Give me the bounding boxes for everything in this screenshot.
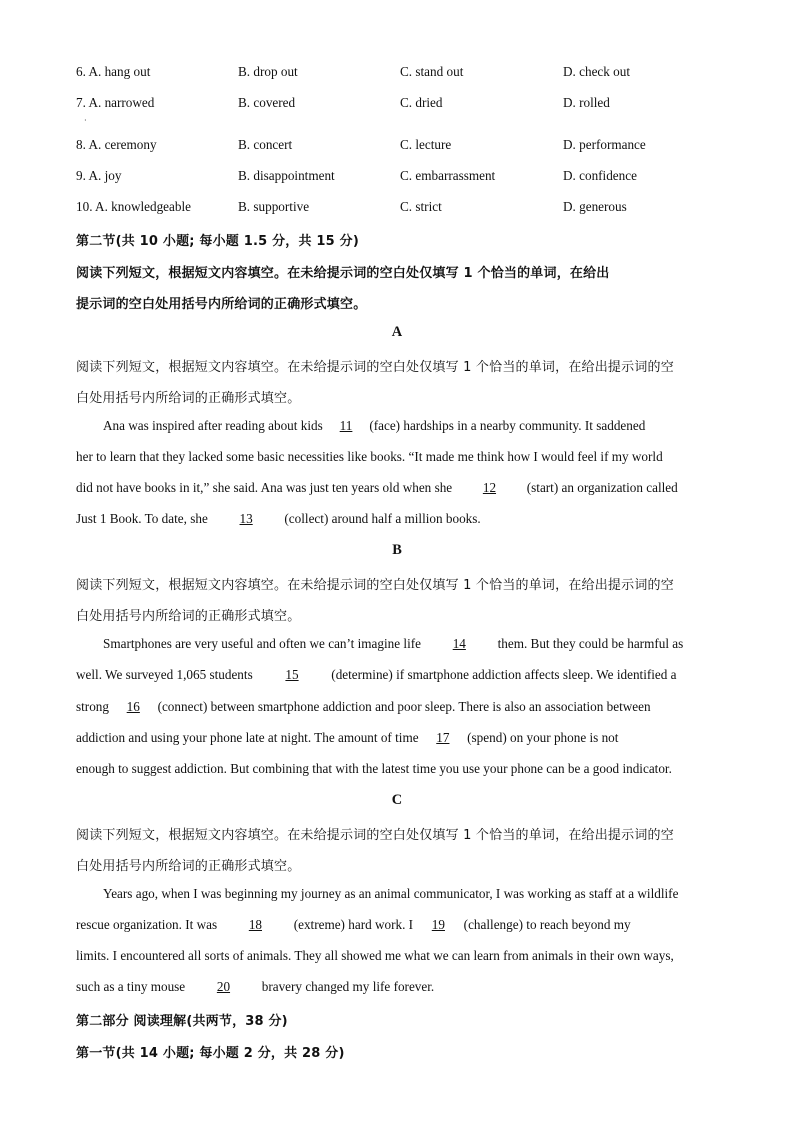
q7-option-b: B. covered — [238, 95, 296, 110]
q8-option-c: C. lecture — [400, 137, 452, 152]
blank-18[interactable]: 18 — [248, 917, 262, 932]
passage-a-line-4 — [76, 511, 718, 527]
text: bravery changed my life forever. — [258, 979, 435, 994]
question-7-options — [76, 95, 718, 115]
q9-option-c: C. embarrassment — [400, 168, 496, 183]
q7-option-c: C. dried — [400, 95, 443, 110]
passage-b-line-3 — [76, 699, 718, 715]
passage-b-line-4 — [76, 730, 718, 746]
q8-option-b: B. concert — [238, 137, 293, 152]
text: (challenge) to reach beyond my — [460, 917, 631, 932]
text: rescue organization. It was — [76, 917, 221, 932]
q8-option-a: 8. A. ceremony — [76, 137, 157, 152]
text: (face) hardships in a nearby community. It saddened — [366, 418, 646, 433]
blank-17[interactable]: 17 — [436, 730, 450, 745]
q6-option-c: C. stand out — [400, 64, 464, 79]
passage-b-label: B — [392, 542, 402, 558]
text: (spend) on your phone is not — [463, 730, 619, 745]
part2-section1-heading: 第一节(共 14 小题; 每小题 2 分，共 28 分) — [76, 1046, 345, 1061]
passage-b-line-1 — [76, 636, 745, 652]
text: did not have books in it,” she said. Ana was just ten years old when she — [76, 480, 456, 495]
text: (determine) if smartphone addiction affects sleep. We identified a — [328, 667, 677, 682]
passage-a-instruction-2: 白处用括号内所给词的正确形式填空。 — [76, 391, 301, 406]
text: such as a tiny mouse — [76, 979, 189, 994]
q10-option-c: C. strict — [400, 199, 442, 214]
text: addiction and using your phone late at night. The amount of time — [76, 730, 422, 745]
passage-a-label: A — [391, 324, 403, 340]
q9-option-d: D. confidence — [563, 168, 637, 183]
q7-option-a: 7. A. narrowed — [76, 95, 155, 110]
passage-c-line-2 — [76, 917, 718, 933]
passage-a-line-3 — [76, 480, 718, 496]
text: Just 1 Book. To date, she — [76, 511, 212, 526]
instruction-bold-line-1: 阅读下列短文，根据短文内容填空。在未给提示词的空白处仅填写 1 个恰当的单词，在给出 — [76, 266, 610, 281]
blank-11[interactable]: 11 — [339, 418, 353, 433]
q10-option-a: 10. A. knowledgeable — [76, 199, 191, 214]
q6-option-d: D. check out — [563, 64, 631, 79]
blank-16[interactable]: 16 — [126, 699, 140, 714]
passage-c-instruction-1: 阅读下列短文，根据短文内容填空。在未给提示词的空白处仅填写 1 个恰当的单词，在给出提示词的空 — [76, 828, 674, 843]
q7-option-d: D. rolled — [563, 95, 610, 110]
passage-b-instruction-1: 阅读下列短文，根据短文内容填空。在未给提示词的空白处仅填写 1 个恰当的单词，在给出提示词的空 — [76, 578, 674, 593]
stray-mark: · — [84, 116, 87, 125]
passage-c-label: C — [391, 792, 403, 808]
blank-12[interactable]: 12 — [482, 480, 497, 495]
q8-option-d: D. performance — [563, 137, 646, 152]
blank-14[interactable]: 14 — [452, 636, 466, 651]
passage-a-line-1 — [76, 418, 745, 434]
text: (connect) between smartphone addiction and poor sleep. There is also an association between — [154, 699, 651, 714]
text: (extreme) hard work. I — [290, 917, 417, 932]
section2-heading: 第二节(共 10 小题; 每小题 1.5 分，共 15 分) — [76, 234, 359, 249]
text: them. But they could be harmful as — [494, 636, 684, 651]
q9-option-a: 9. A. joy — [76, 168, 122, 183]
blank-13[interactable]: 13 — [239, 511, 253, 526]
q9-option-b: B. disappointment — [238, 168, 335, 183]
question-9-options — [76, 168, 718, 188]
text: Smartphones are very useful and often we can’t imagine life — [103, 636, 425, 651]
blank-19[interactable]: 19 — [431, 917, 445, 932]
passage-b-instruction-2: 白处用括号内所给词的正确形式填空。 — [76, 609, 301, 624]
question-8-options — [76, 137, 718, 157]
q6-option-b: B. drop out — [238, 64, 298, 79]
text: (collect) around half a million books. — [281, 511, 481, 526]
q10-option-d: D. generous — [563, 199, 627, 214]
text: (start) an organization called — [523, 480, 678, 495]
instruction-bold-line-2: 提示词的空白处用括号内所给词的正确形式填空。 — [76, 297, 367, 312]
part2-heading: 第二部分 阅读理解(共两节，38 分) — [76, 1014, 288, 1029]
passage-b-line-5: enough to suggest addiction. But combining that with the latest time you use your phone can be a good indicator. — [76, 761, 672, 776]
text: well. We surveyed 1,065 students — [76, 667, 256, 682]
blank-15[interactable]: 15 — [285, 667, 299, 682]
passage-b-line-2 — [76, 667, 718, 683]
passage-a-line-2: her to learn that they lacked some basic necessities like books. “It made me think how I would feel if my world — [76, 449, 663, 464]
passage-c-line-3: limits. I encountered all sorts of animals. They all showed me what we can learn from animals in their own ways, — [76, 948, 674, 963]
passage-c-line-4 — [76, 979, 718, 995]
q10-option-b: B. supportive — [238, 199, 310, 214]
blank-20[interactable]: 20 — [216, 979, 231, 994]
q6-option-a: 6. A. hang out — [76, 64, 151, 79]
text: Ana was inspired after reading about kids — [103, 418, 327, 433]
passage-c-line-1: Years ago, when I was beginning my journey as an animal communicator, I was working as staff at a wildlife — [103, 886, 679, 901]
passage-c-instruction-2: 白处用括号内所给词的正确形式填空。 — [76, 859, 301, 874]
question-6-options — [76, 64, 718, 84]
question-10-options — [76, 199, 718, 219]
passage-a-instruction-1: 阅读下列短文，根据短文内容填空。在未给提示词的空白处仅填写 1 个恰当的单词，在给出提示词的空 — [76, 360, 674, 375]
text: strong — [76, 699, 113, 714]
